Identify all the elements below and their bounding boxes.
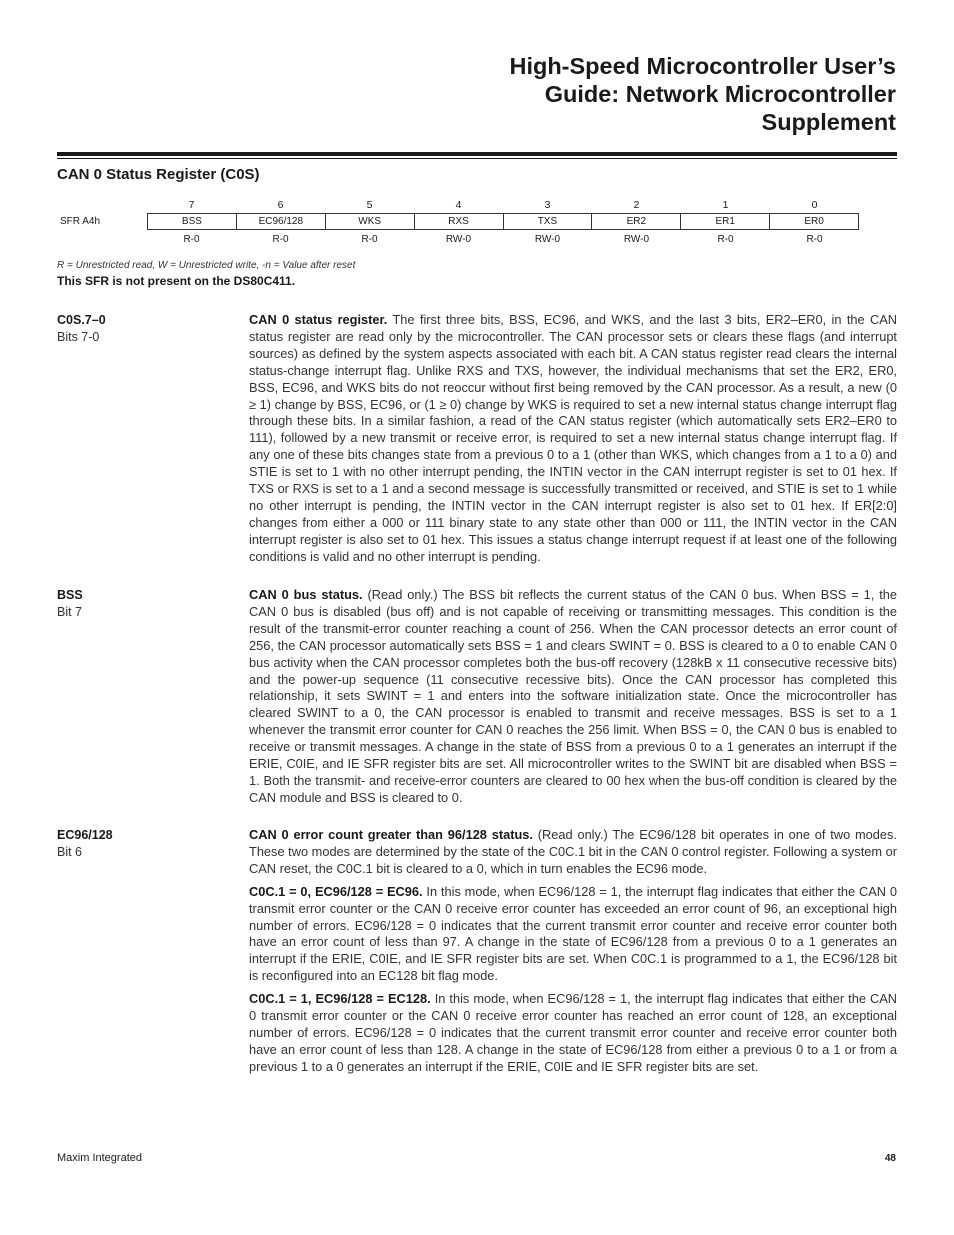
- bit-name: C0S.7–0: [57, 313, 106, 327]
- access-cell: RW-0: [445, 234, 472, 245]
- description-paragraph: [249, 827, 897, 878]
- bit-description: [249, 312, 897, 572]
- register-legend: R = Unrestricted read, W = Unrestricted write, -n = Value after reset: [57, 260, 356, 271]
- header-rule-thin: [57, 158, 897, 159]
- bit-description: [249, 827, 897, 1082]
- bit-name-cell: TXS: [503, 214, 592, 229]
- bit-name: EC96/128: [57, 828, 113, 842]
- paragraph-lead: C0C.1 = 1, EC96/128 = EC128.: [249, 991, 431, 1007]
- bit-name-cell: ER0: [769, 214, 858, 229]
- title-line-2: Guide: Network Microcontroller: [544, 81, 896, 107]
- bit-number: 6: [277, 199, 284, 211]
- paragraph-text: The first three bits, BSS, EC96, and WKS, and the last 3 bits, ER2–ER0, in the CAN status register are read only by the microcontroller. The CAN processor sets or clears these flags (and interrupt sources) as defined by the system aspects associated with each bit. A CAN status register read clears the internal status-change interrupt flag. Unlike RXS and TXS, however, the individual mechanisms that set the ER2, ER0, BSS, EC96, and WKS bits do not reoccur without first being removed by the CAN processor. As a result, a new (0 ≥ 1) change by BSS, EC96, or (1 ≥ 0) change by WKS is required to set a new internal status change interrupt flag through these bits. In a similar fashion, a read of the CAN status register (which automatically sets ER2–ER0 to 111), followed by a new transmit or receive error, is required to set a new internal status change interrupt flag. If any one of these bits changes state from a previous 0 to a 1 (other than WKS, which changes from a 1 to a 0) and STIE is set to 1 with no other interrupt pending, the INTIN vector in the CAN interrupt register is set to 01 hex. If TXS or RXS is set to a 1 and a second message is successfully transmitted or received, and STIE is set to 1 while no other interrupt is pending, the INTIN vector in the CAN interrupt register is also set to 01 hex. If ER[2:0] changes from either a 000 or 111 binary state to any state other than 000 or 111, the INTIN vector in the CAN interrupt register is also set to 01 hex. This issues a status change interrupt request if at least one of the following conditions is valid and no other interrupt is pending.: [249, 312, 897, 564]
- paragraph-lead: C0C.1 = 0, EC96/128 = EC96.: [249, 883, 423, 899]
- bit-position: Bit 6: [57, 845, 83, 859]
- bit-number: 0: [811, 199, 818, 211]
- bit-number: 4: [455, 199, 462, 211]
- paragraph-lead: CAN 0 bus status.: [249, 587, 363, 602]
- title-line-1: High-Speed Microcontroller User’s: [509, 53, 896, 79]
- title-line-3: Supplement: [761, 109, 896, 135]
- bit-name-cell: BSS: [181, 216, 202, 227]
- bit-position: Bits 7-0: [57, 330, 100, 344]
- register-access-types: [147, 233, 859, 247]
- access-cell: R-0: [183, 234, 200, 245]
- header-rule-thick: [57, 152, 897, 156]
- bit-number: 7: [188, 199, 195, 211]
- bit-description: [249, 587, 897, 813]
- bit-number: 5: [366, 199, 373, 211]
- access-cell: R-0: [361, 234, 378, 245]
- description-paragraph: [249, 991, 897, 1076]
- paragraph-lead: CAN 0 status register.: [249, 312, 388, 327]
- footer-company: Maxim Integrated: [57, 1152, 142, 1164]
- access-cell: R-0: [806, 234, 823, 245]
- bit-name-cell: ER2: [591, 214, 680, 229]
- section-heading: CAN 0 Status Register (C0S): [57, 166, 260, 183]
- access-cell: RW-0: [534, 234, 561, 245]
- register-bit-numbers: [147, 198, 859, 212]
- access-cell: R-0: [272, 234, 289, 245]
- document-title: [336, 52, 896, 136]
- description-paragraph: [249, 312, 897, 566]
- paragraph-text: (Read only.) The BSS bit reflects the current status of the CAN 0 bus. When BSS = 1, the CAN 0 bus is disabled (bus off) and is not capable of receiving or transmitting messages. This condition is the result of the transmit-error counter reaching a count of 256. When the CAN processor detects an error count of 256, the CAN processor automatically sets BSS = 1 and clears SWINT = 0. BSS is cleared to a 0 to enable CAN 0 bus activity when the CAN processor completes both the bus-off recovery (128kB x 11 consecutive recessive bits) and the power-up sequence (11 consecutive recessive bits). Once the CAN processor has completed this relationship, it sets SWINT = 1 and enters into the software initialization state. Once the microcontroller has cleared SWINT to a 0, the CAN processor is enabled to transmit and receive messages. BSS is set to a 1 whenever the transmit error counter for CAN 0 reaches the 256 limit. When BSS = 0, the CAN 0 bus is enabled to receive or transmit messages. A change in the state of BSS from a previous 0 to a 1 generates an interrupt if the ERIE, C0IE, and IE SFR register bits are set. All microcontroller writes to the SWINT bit are disabled when BSS = 1. Both the transmit- and receive-error counters are cleared to 00 hex when the bus-off condition is cleared by the CAN module and BSS is cleared to 0.: [249, 587, 897, 805]
- bit-position: Bit 7: [57, 605, 83, 619]
- register-bit-names: [147, 213, 859, 230]
- paragraph-text: (Read only.) The EC96/128 bit operates in one of two modes. These two modes are determined by the state of the C0C.1 bit in the CAN 0 control register. Following a system or CAN reset, the C0C.1 bit is cleared to a 0, which in turn enables the EC96 mode.: [249, 827, 897, 876]
- paragraph-text: In this mode, when EC96/128 = 1, the interrupt flag indicates that either the CAN 0 transmit error counter or the CAN 0 receive error counter has exceeded an error count of 96, an exceptional high number of errors. EC96/128 = 0 indicates that the current transmit error counter and receive error counter both have an error count of less than 97. A change in the state of EC96/128 from a previous 0 to a 1 generates an interrupt if the ERIE, C0IE, and IE SFR register bits are set. When C0C.1 is programmed to a 1, the EC96/128 bit is reconfigured into an EC128 bit flag mode.: [249, 883, 897, 984]
- bit-number: 3: [544, 199, 551, 211]
- bit-name-cell: EC96/128: [236, 214, 325, 229]
- paragraph-text: In this mode, when EC96/128 = 1, the interrupt flag indicates that either the CAN 0 transmit error counter or the CAN 0 receive error counter has reached an error count of 128, an exceptional number of errors. EC96/128 = 0 indicates that the current transmit error counter and receive error counter both have an error count of less than 128. A change in the state of EC96/128 from either a previous 0 to a 1 or from a previous 1 to a 0 generates an interrupt if the ERIE, C0IE and IE SFR register bits are set.: [249, 991, 897, 1074]
- paragraph-lead: CAN 0 error count greater than 96/128 status.: [249, 827, 533, 842]
- bit-name-cell: WKS: [325, 214, 414, 229]
- footer-page-number: 48: [884, 1153, 896, 1164]
- description-paragraph: [249, 884, 897, 985]
- bit-number: 1: [722, 199, 729, 211]
- access-cell: RW-0: [623, 234, 650, 245]
- register-address-label: SFR A4h: [60, 216, 101, 227]
- bit-number: 2: [633, 199, 640, 211]
- bit-name-cell: RXS: [414, 214, 503, 229]
- bit-name: BSS: [57, 588, 83, 602]
- bit-name-cell: ER1: [680, 214, 769, 229]
- description-paragraph: [249, 587, 897, 807]
- register-note: This SFR is not present on the DS80C411.: [57, 274, 296, 288]
- access-cell: R-0: [717, 234, 734, 245]
